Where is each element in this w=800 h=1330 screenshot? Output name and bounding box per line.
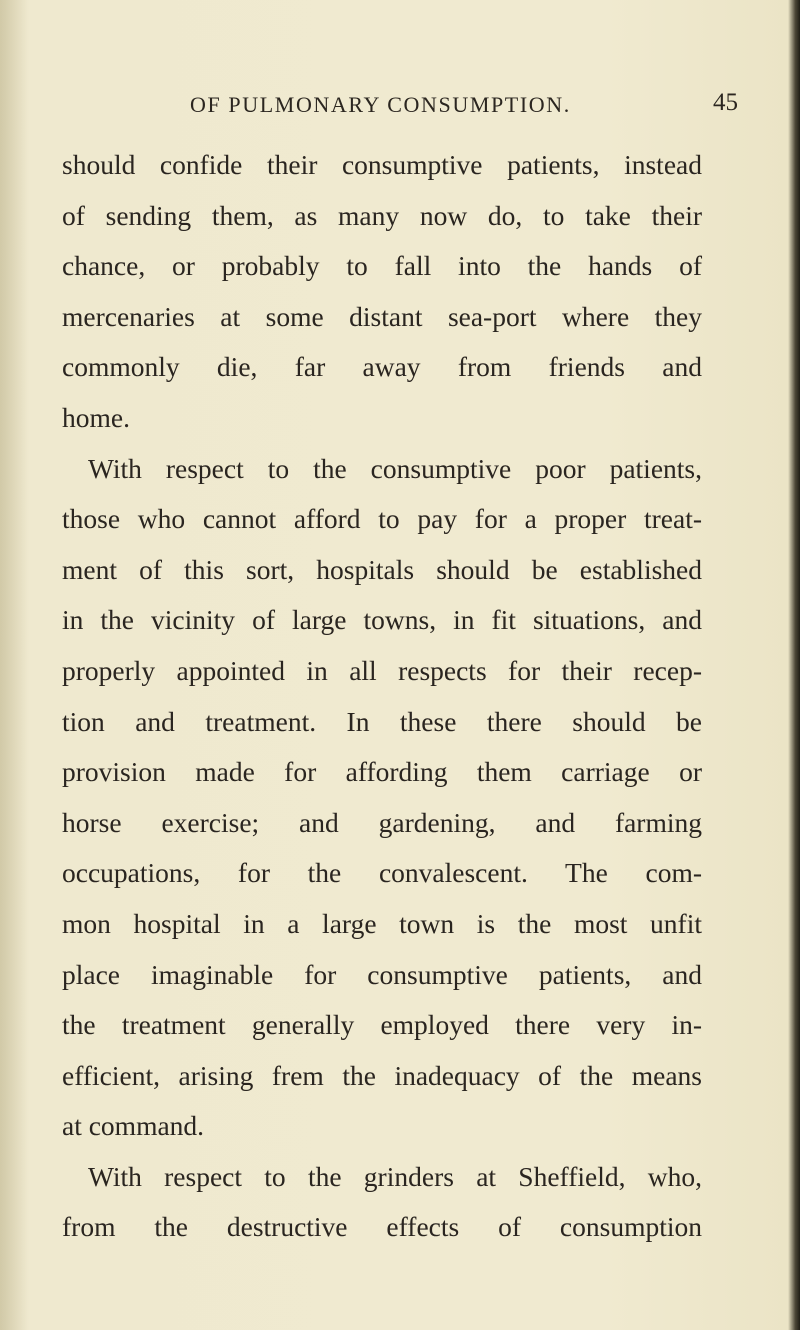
text-line: commonly die, far away from friends and: [62, 351, 702, 383]
text-line: at command.: [62, 1110, 205, 1142]
running-title: OF PULMONARY CONSUMPTION.: [190, 92, 571, 117]
text-line: occupations, for the convalescent. The com-: [62, 857, 702, 889]
running-head: [0, 89, 800, 132]
text-line: place imaginable for consumptive patients, and: [62, 958, 702, 990]
text-line: of sending them, as many now do, to take their: [62, 199, 702, 231]
text-line: tion and treatment. In these there should be: [62, 705, 702, 737]
text-line: the treatment generally employed there very in-: [62, 1009, 702, 1041]
text-line: home.: [62, 401, 130, 433]
text-line: With respect to the grinders at Sheffield, who,: [88, 1160, 702, 1192]
text-line: chance, or probably to fall into the hands of: [62, 250, 702, 282]
body-text: [62, 140, 702, 1253]
text-line: should confide their consumptive patients, instead: [62, 149, 702, 180]
text-line: in the vicinity of large towns, in fit situations, and: [62, 604, 702, 636]
text-line: mon hospital in a large town is the most unfit: [62, 907, 702, 939]
text-line: horse exercise; and gardening, and farming: [62, 806, 702, 838]
text-line: properly appointed in all respects for their recep-: [62, 654, 702, 686]
text-line: provision made for affording them carriage or: [62, 756, 702, 788]
text-line: mercenaries at some distant sea-port where they: [62, 300, 702, 332]
text-line: With respect to the consumptive poor patients,: [88, 452, 702, 484]
text-line: efficient, arising frem the inadequacy of the means: [62, 1059, 702, 1091]
text-line: ment of this sort, hospitals should be established: [62, 553, 702, 585]
page-number: 45: [713, 89, 738, 116]
page-edge: [788, 0, 800, 1330]
text-line: from the destructive effects of consumption: [62, 1211, 702, 1243]
text-line: those who cannot afford to pay for a proper treat-: [62, 503, 702, 535]
page-gutter-shadow: [0, 0, 28, 1330]
